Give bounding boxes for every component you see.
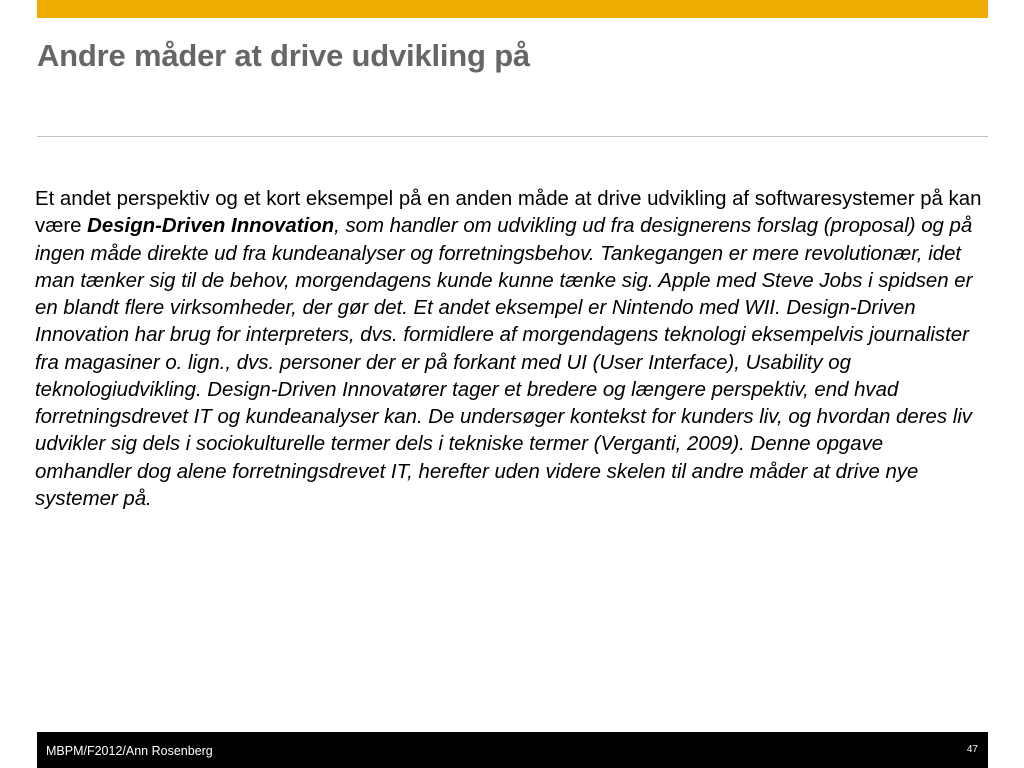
emphasized-term: Design-Driven Innovation xyxy=(87,215,335,238)
body-lead-text: Et andet perspektiv og et kort eksempel på en anden måde at drive udvikling af softwaresystemer på kan være xyxy=(35,188,982,238)
footer-author: MBPM/F2012/Ann Rosenberg xyxy=(46,744,213,758)
accent-top-bar xyxy=(37,0,988,18)
title-divider xyxy=(37,136,988,137)
footer-bar xyxy=(37,732,988,768)
body-italic-text: , som handler om udvikling ud fra designerens forslag (proposal) og på ingen måde direkte ud fra kundeanalyser og forretningsbehov. Tankegangen er mere revolutionær, idet man tænker sig til de behov, morgendagens kunde kunne tænke sig. Apple med Steve Jobs i spidsen er en blandt flere virksomheder, der gør det. Et andet eksempel er Nintendo med WII. Design-Driven Innovation har brug for interpreters, dvs. formidlere af morgendagens teknologi eksempelvis journalister fra magasiner o. lign., dvs. personer der er på forkant med UI (User Interface), Usability og teknologiudvikling. Design-Driven Innovatører tager et bredere og længere perspektiv, end hvad forretningsdrevet IT og kundeanalyser kan. De undersøger kontekst for kunders liv, og hvordan deres liv udvikler sig dels i sociokulturelle termer dels i tekniske termer (Verganti, 2009). Denne opgave omhandler dog alene forretningsdrevet IT, herefter uden videre skelen til andre måder at drive nye systemer på. xyxy=(35,215,973,510)
body-paragraph xyxy=(35,186,985,513)
slide-title: Andre måder at drive udvikling på xyxy=(37,38,530,73)
page-number: 47 xyxy=(966,744,978,755)
